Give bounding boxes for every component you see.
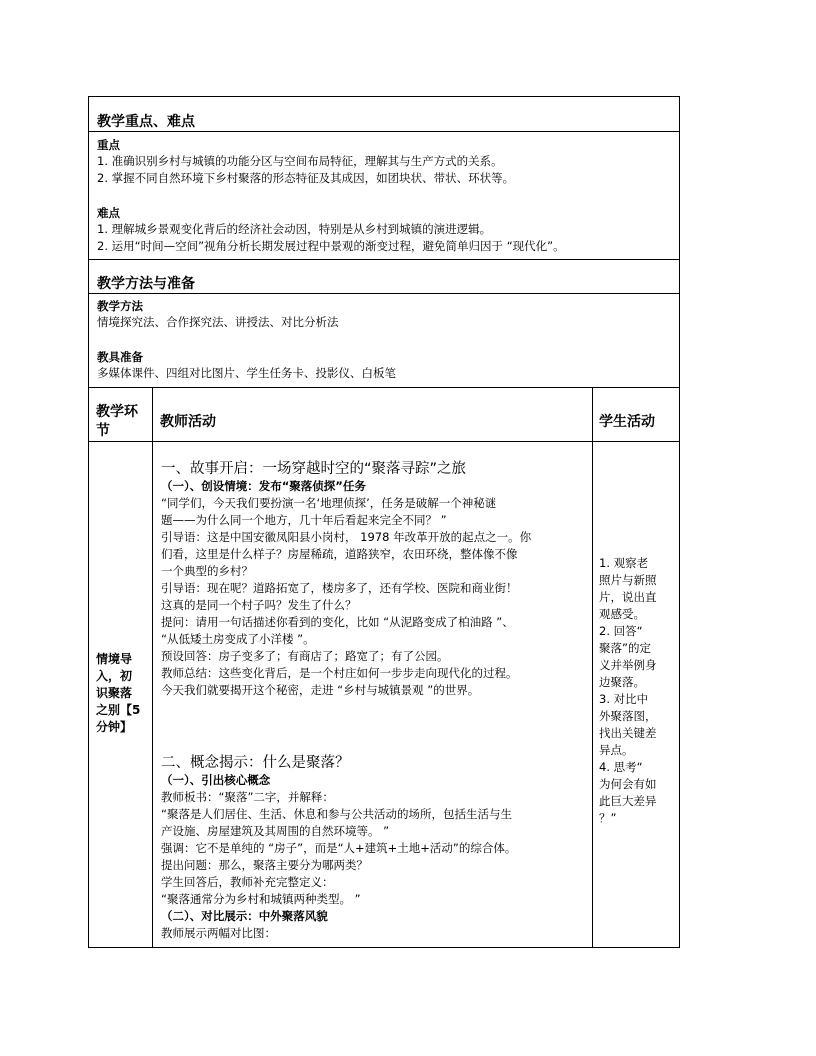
stage-line: 分钟】: [96, 720, 133, 734]
student-line: ？”: [599, 811, 617, 825]
teacher-subsection-1: （一）、创设情境：发布“聚落侦探”任务: [161, 479, 366, 493]
teacher-line: 教师板书：“聚落”二字，并解释：: [161, 790, 334, 804]
column-divider: [592, 387, 593, 948]
teacher-line: 们看，这里是什么样子？房屋稀疏，道路狭窄，农田环绕，整体像不像: [161, 547, 518, 561]
teacher-line: “从低矮土房变成了小洋楼 ”。: [161, 632, 315, 646]
header-teacher: 教师活动: [160, 414, 216, 430]
key-points-label: 重点: [97, 138, 120, 152]
student-line: 4. 思考“: [599, 760, 643, 774]
key-point-item: 1. 准确识别乡村与城镇的功能分区与空间布局特征，理解其与生产方式的关系。: [97, 154, 503, 168]
student-line: 照片与新照: [599, 573, 657, 587]
row-divider: [89, 259, 679, 260]
student-line: 为何会有如: [599, 777, 657, 791]
teacher-line: 产设施、房屋建筑及其周围的自然环境等。 ”: [161, 824, 390, 838]
teacher-line: 提问：请用一句话描述你看到的变化，比如 “从泥路变成了柏油路 ”、: [161, 615, 514, 629]
tools-label: 教具准备: [97, 350, 143, 364]
header-stage-line1: 教学环: [96, 404, 138, 420]
teacher-line: 提出问题：那么，聚落主要分为哪两类？: [161, 858, 368, 872]
student-line: 义并举例身: [599, 658, 657, 672]
header-student: 学生活动: [599, 414, 655, 430]
stage-line: 入，初: [96, 669, 133, 683]
teacher-section-1-title: 一、故事开启：一场穿越时空的“聚落寻踪”之旅: [161, 461, 467, 477]
methods-text: 情境探究法、合作探究法、讲授法、对比分析法: [97, 315, 339, 329]
column-divider: [152, 387, 153, 948]
teacher-line: “聚落通常分为乡村和城镇两种类型。 ”: [161, 892, 361, 906]
student-line: 外聚落图，: [599, 709, 657, 723]
difficult-point-item: 2. 运用“时间—空间”视角分析长期发展过程中景观的渐变过程，避免简单归因于 “现代化”。: [97, 239, 565, 253]
key-point-item: 2. 掌握不同自然环境下乡村聚落的形态特征及其成因，如团块状、带状、环状等。: [97, 171, 515, 185]
stage-line: 识聚落: [96, 686, 133, 700]
teacher-subsection-2: （一）、引出核心概念: [161, 773, 271, 787]
row-divider: [89, 131, 679, 132]
teacher-line: 学生回答后，教师补充完整定义：: [161, 875, 334, 889]
student-line: 观感受。: [599, 607, 645, 621]
header-stage-line2: 节: [96, 423, 110, 439]
teacher-line: 一个典型的乡村？: [161, 564, 253, 578]
stage-line: 之别【5: [96, 703, 141, 717]
methods-label: 教学方法: [97, 299, 143, 313]
student-line: 异点。: [599, 743, 634, 757]
teacher-line: 教师总结：这些变化背后，是一个村庄如何一步步走向现代化的过程。: [161, 666, 518, 680]
row-divider: [89, 293, 679, 294]
section-title-methods: 教学方法与准备: [97, 276, 195, 292]
section-title-focus: 教学重点、难点: [97, 114, 195, 130]
student-line: 片，说出直: [599, 590, 657, 604]
teacher-line: 这真的是同一个村子吗？发生了什么？: [161, 598, 357, 612]
difficult-points-label: 难点: [97, 206, 120, 220]
teacher-line: 题——为什么同一个地方，几十年后看起来完全不同？ ”: [161, 513, 447, 527]
teacher-line: 引导语：现在呢？道路拓宽了，楼房多了，还有学校、医院和商业街！: [161, 581, 518, 595]
teacher-line: 引导语：这是中国安徽凤阳县小岗村， 1978 年改革开放的起点之一。你: [161, 530, 532, 544]
lesson-plan-table: [88, 96, 680, 948]
student-line: 聚落”的定: [599, 641, 651, 655]
teacher-line: “同学们，今天我们要扮演一名‘地理侦探’，任务是破解一个神秘谜: [161, 496, 497, 510]
teacher-line: 教师展示两幅对比图：: [161, 926, 276, 940]
teacher-line: 今天我们就要揭开这个秘密，走进 “乡村与城镇景观 ”的世界。: [161, 683, 480, 697]
student-line: 边聚落。: [599, 675, 645, 689]
student-line: 找出关键差: [599, 726, 657, 740]
teacher-line: 强调：它不是单纯的 “房子”，而是“人+建筑+土地+活动”的综合体。: [161, 841, 517, 855]
student-line: 1. 观察老: [599, 556, 649, 570]
teacher-subsection-3: （二）、对比展示：中外聚落风貌: [161, 909, 328, 923]
tools-text: 多媒体课件、四组对比图片、学生任务卡、投影仪、白板笔: [97, 366, 396, 380]
teacher-section-2-title: 二、概念揭示：什么是聚落？: [161, 755, 350, 771]
teacher-line: 预设回答：房子变多了；有商店了；路宽了；有了公园。: [161, 649, 449, 663]
row-divider: [89, 387, 679, 388]
difficult-point-item: 1. 理解城乡景观变化背后的经济社会动因，特别是从乡村到城镇的演进逻辑。: [97, 222, 492, 236]
student-line: 此巨大差异: [599, 794, 657, 808]
student-line: 2. 回答“: [599, 624, 643, 638]
teacher-line: “聚落是人们居住、生活、休息和参与公共活动的场所，包括生活与生: [161, 807, 512, 821]
row-divider: [89, 441, 679, 442]
stage-line: 情境导: [96, 652, 133, 666]
student-line: 3. 对比中: [599, 692, 649, 706]
